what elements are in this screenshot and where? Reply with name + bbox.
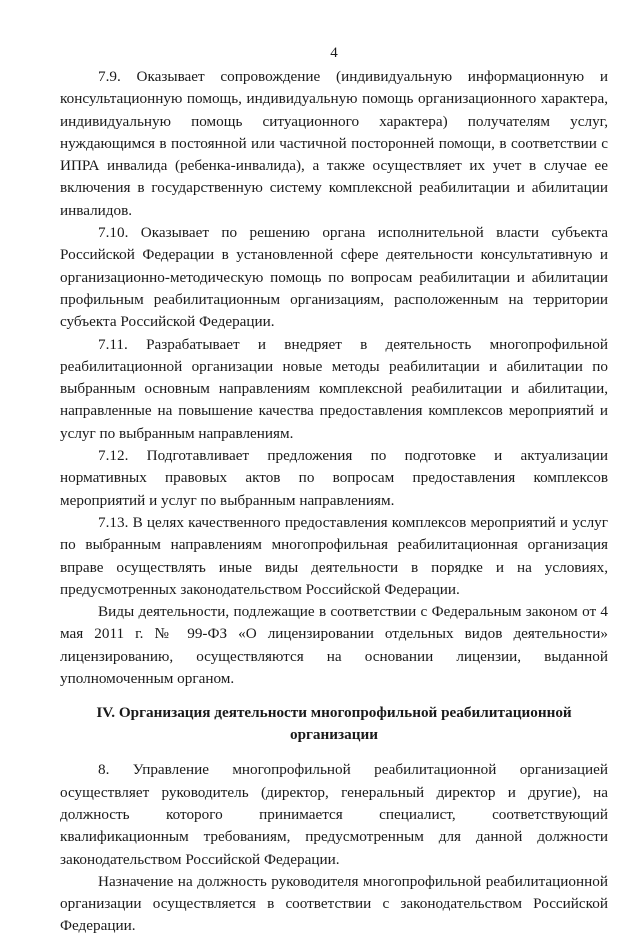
paragraph-7-12: 7.12. Подготавливает предложения по подготовке и актуализации нормативных правовых актов по вопросам предоставления комплексов мероприятий и услуг по выбранным направлениям. [60,447,608,509]
document-body [60,66,608,938]
paragraph-licensing: Виды деятельности, подлежащие в соответствии с Федеральным законом от 4 мая 2011 г. № 99-ФЗ «О лицензировании отдельных видов деятельности» лицензированию, осуществляются на основании лицензии, выданной уполномоченным органом. [60,603,608,688]
paragraph-7-10: 7.10. Оказывает по решению органа исполнительной власти субъекта Российской Федерации в установленной сфере деятельности консультативную и организационно-методическую помощь по вопросам реабилитации и абилитации профильным реабилитационным организациям, расположенным на территории субъекта Российской Федерации. [60,224,608,331]
paragraph-7-13: 7.13. В целях качественного предоставления комплексов мероприятий и услуг по выбранным направлениям многопрофильная реабилитационная организация вправе осуществлять иные виды деятельности в порядке и на условиях, предусмотренных законодательством Российской Федерации. [60,513,608,598]
paragraph-appointment: Назначение на должность руководителя многопрофильной реабилитационной организации осуществляется в соответствии с законодательством Российской Федерации. [60,872,608,935]
page-number: 4 [330,45,338,61]
paragraph-7-11: 7.11. Разрабатывает и внедряет в деятельность многопрофильной реабилитационной организации новые методы реабилитации и абилитации по выбранным основным направлениям комплексной реабилитации и абилитации, направленные на повышение качества предоставления комплексов мероприятий и услуг по выбранным направлениям. [60,335,608,442]
paragraph-7-9: 7.9. Оказывает сопровождение (индивидуальную информационную и консультационную помощь, индивидуальную помощь организационного характера, индивидуальную помощь ситуационного характера) получателям услуг, нуждающимся в постоянной или частичной посторонней помощи, в соответствии с ИПРА инвалида (ребенка-инвалида), а также осуществляет их учет в случае ее включения в государственную систему комплексной реабилитации и абилитации инвалидов. [60,68,608,219]
paragraph-8: 8. Управление многопрофильной реабилитационной организацией осуществляет руководитель (директор, генеральный директор и другие), на должность которого принимается специалист, соответствующий квалификационным требованиям, предусмотренным для данной должности законодательством Российской Федерации. [60,761,608,868]
section-heading: IV. Организация деятельности многопрофильной реабилитационной организации [96,704,572,744]
